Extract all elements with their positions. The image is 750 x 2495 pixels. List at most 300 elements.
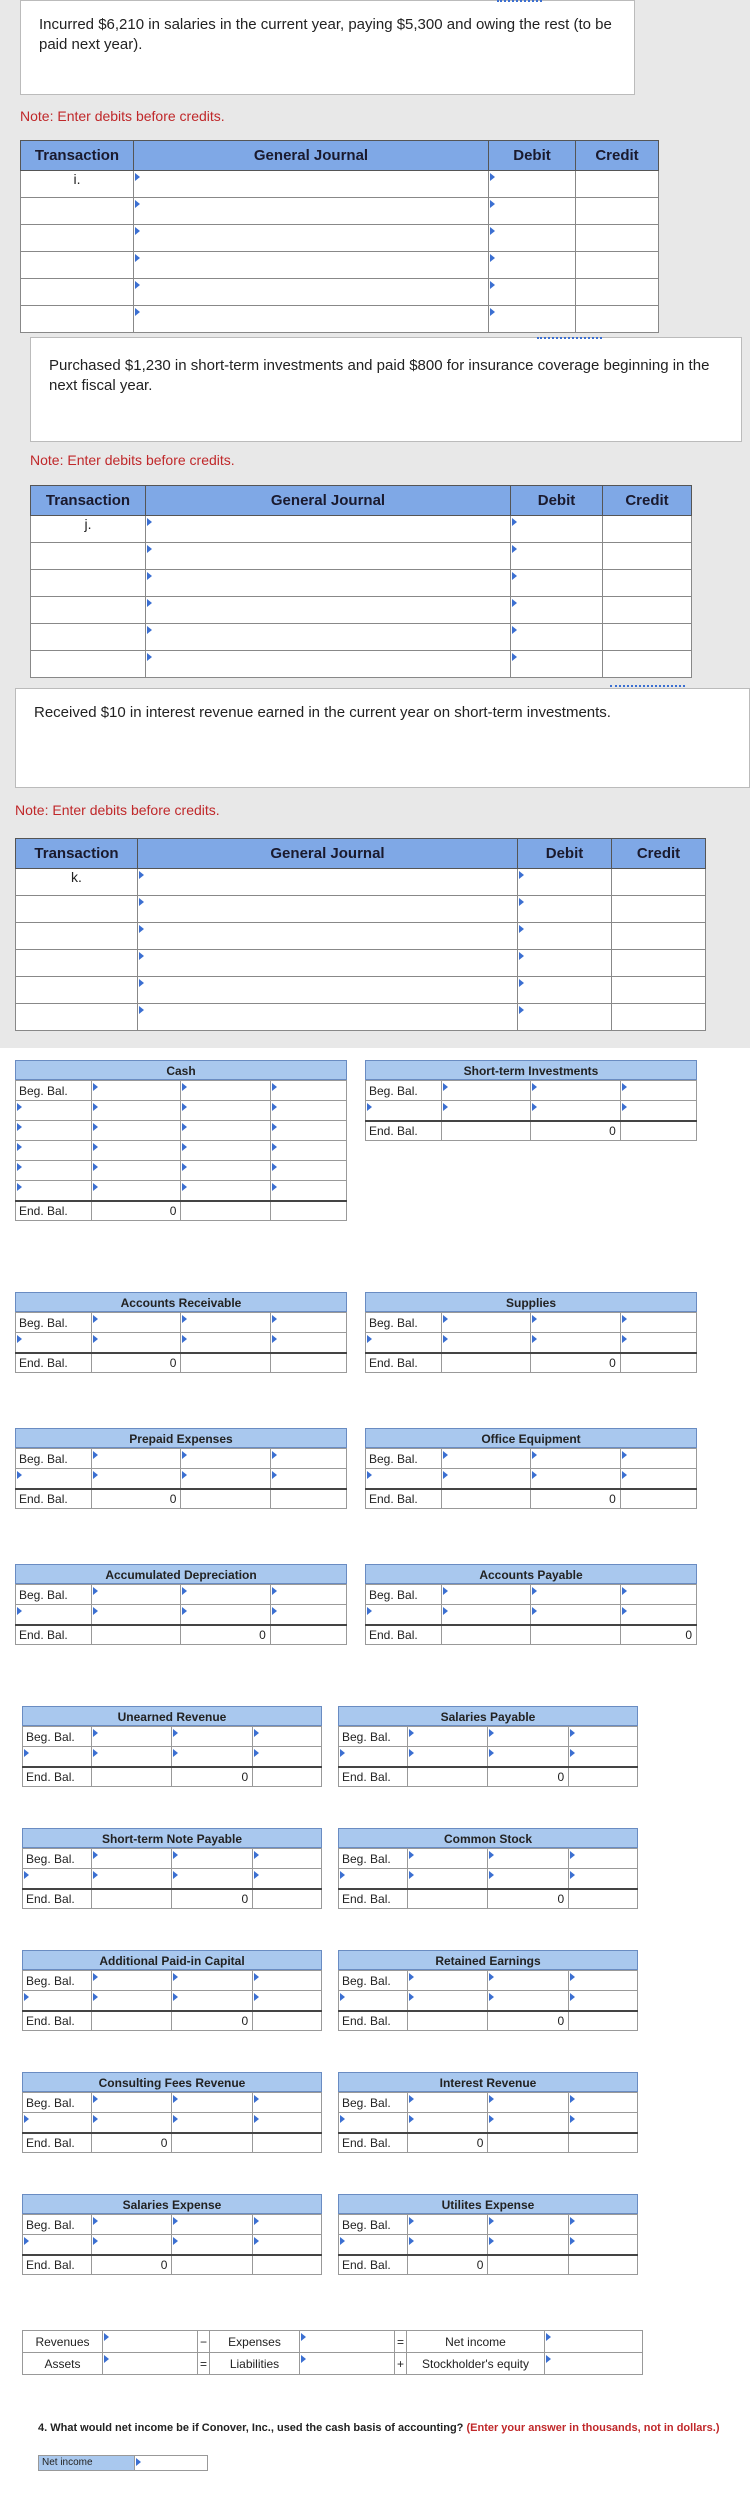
beg-debit-input[interactable]	[407, 1971, 488, 1991]
credit-entry-input[interactable]	[253, 1747, 322, 1767]
note-k: Note: Enter debits before credits.	[15, 802, 220, 818]
debit-entry-input[interactable]	[92, 1605, 181, 1625]
note-i: Note: Enter debits before credits.	[20, 108, 225, 124]
end-bal-value: 0	[488, 1889, 569, 1909]
beg-credit-ref[interactable]	[253, 1971, 322, 1991]
description-text: Incurred $6,210 in salaries in the current year, paying $5,300 and owing the rest (to be paid next year).	[39, 16, 612, 53]
debit-entry-input[interactable]	[339, 1747, 408, 1767]
debit-entry-input[interactable]	[23, 1991, 92, 2011]
credit-entry-input[interactable]	[569, 1991, 638, 2011]
credit-entry-input[interactable]	[531, 1101, 620, 1121]
end-bal-cell	[407, 2011, 488, 2031]
beg-bal-label: Beg. Bal.	[366, 1081, 442, 1101]
debit-entry-input[interactable]	[407, 1747, 488, 1767]
end-bal-label: End. Bal.	[23, 1767, 92, 1787]
debit-entry-input[interactable]	[23, 1869, 92, 1889]
beg-credit-input[interactable]	[172, 1727, 253, 1747]
t-account-prepaid-expenses	[15, 1428, 347, 1509]
net-income-input[interactable]	[545, 2331, 643, 2353]
beg-credit-ref[interactable]	[569, 1971, 638, 1991]
question-4	[38, 2422, 738, 2434]
beg-bal-label: Beg. Bal.	[23, 1971, 92, 1991]
stockholders-equity-input[interactable]	[545, 2353, 643, 2375]
beg-credit-input[interactable]	[531, 1449, 620, 1469]
account-select[interactable]	[138, 950, 518, 977]
credit-entry-input[interactable]	[172, 2113, 253, 2133]
account-select[interactable]	[134, 252, 489, 279]
equals-operator: =	[198, 2353, 210, 2375]
credit-entry-input[interactable]	[620, 1605, 696, 1625]
credit-entry-input[interactable]	[488, 1869, 569, 1889]
beg-debit-input[interactable]	[407, 2093, 488, 2113]
end-bal-label: End. Bal.	[23, 2133, 92, 2153]
liabilities-input[interactable]	[300, 2353, 395, 2375]
beg-debit-input[interactable]	[442, 1585, 531, 1605]
account-select[interactable]	[138, 923, 518, 950]
account-select[interactable]	[138, 896, 518, 923]
beg-credit-ref[interactable]	[620, 1449, 696, 1469]
t-account-cash	[15, 1060, 347, 1221]
credit-input[interactable]	[612, 923, 706, 950]
question-4-text: 4. What would net income be if Conover, Inc., used the cash basis of accounting?	[38, 2422, 464, 2434]
header-debit: Debit	[511, 486, 603, 516]
debit-entry-input[interactable]	[23, 2235, 92, 2255]
credit-entry-input[interactable]	[181, 1161, 270, 1181]
credit-input[interactable]	[612, 896, 706, 923]
end-bal-value: 0	[488, 2011, 569, 2031]
end-bal-cell	[172, 2133, 253, 2153]
beg-credit-ref[interactable]	[253, 2215, 322, 2235]
end-bal-cell	[91, 2011, 172, 2031]
credit-input[interactable]	[576, 198, 659, 225]
transaction-cell	[31, 624, 146, 651]
credit-entry-input[interactable]	[181, 1141, 270, 1161]
revenues-input[interactable]	[103, 2331, 198, 2353]
credit-entry-input[interactable]	[181, 1121, 270, 1141]
beg-credit-ref[interactable]	[620, 1585, 696, 1605]
question-4-hint: (Enter your answer in thousands, not in dollars.)	[466, 2422, 720, 2434]
credit-entry-input[interactable]	[531, 1333, 620, 1353]
header-general-journal: General Journal	[146, 486, 511, 516]
transaction-cell	[21, 198, 134, 225]
beg-credit-input[interactable]	[488, 1727, 569, 1747]
end-bal-cell	[442, 1489, 531, 1509]
debit-entry-input[interactable]	[23, 1747, 92, 1767]
beg-debit-input[interactable]	[92, 1585, 181, 1605]
debit-entry-input[interactable]	[16, 1161, 92, 1181]
debit-input[interactable]	[511, 570, 603, 597]
transaction-cell	[16, 1004, 138, 1031]
beg-bal-label: Beg. Bal.	[339, 2215, 408, 2235]
transaction-cell	[16, 923, 138, 950]
header-debit: Debit	[489, 141, 576, 171]
beg-credit-ref[interactable]	[253, 1727, 322, 1747]
credit-entry-input[interactable]	[569, 2113, 638, 2133]
beg-bal-label: Beg. Bal.	[339, 2093, 408, 2113]
net-income-cash-basis	[38, 2455, 208, 2471]
debit-entry-input[interactable]	[442, 1469, 531, 1489]
beg-bal-label: Beg. Bal.	[16, 1585, 92, 1605]
debit-entry-input[interactable]	[442, 1101, 531, 1121]
t-account-office-equipment	[365, 1428, 697, 1509]
debit-entry-input[interactable]	[407, 2235, 488, 2255]
beg-credit-input[interactable]	[531, 1081, 620, 1101]
debit-input[interactable]	[518, 869, 612, 896]
credit-entry-input[interactable]	[488, 2235, 569, 2255]
beg-debit-input[interactable]	[442, 1081, 531, 1101]
beg-credit-input[interactable]	[181, 1313, 270, 1333]
debit-input[interactable]	[489, 279, 576, 306]
liabilities-label: Liabilities	[210, 2353, 300, 2375]
credit-entry-input[interactable]	[270, 1181, 346, 1201]
beg-bal-label: Beg. Bal.	[366, 1313, 442, 1333]
credit-input[interactable]	[612, 977, 706, 1004]
debit-entry-input[interactable]	[16, 1469, 92, 1489]
net-income-cash-basis-input[interactable]	[134, 2456, 207, 2470]
account-select[interactable]	[146, 597, 511, 624]
t-account-title: Additional Paid-in Capital	[22, 1950, 322, 1970]
credit-entry-input[interactable]	[488, 2113, 569, 2133]
account-select[interactable]	[134, 279, 489, 306]
beg-debit-input[interactable]	[442, 1313, 531, 1333]
credit-entry-input[interactable]	[181, 1469, 270, 1489]
debit-entry-input[interactable]	[366, 1469, 442, 1489]
debit-entry-input[interactable]	[407, 2113, 488, 2133]
beg-debit-input[interactable]	[91, 1727, 172, 1747]
t-account-title: Short-term Note Payable	[22, 1828, 322, 1848]
debit-input[interactable]	[511, 543, 603, 570]
beg-credit-ref[interactable]	[253, 2093, 322, 2113]
beg-debit-input[interactable]	[91, 2215, 172, 2235]
end-bal-cell	[569, 2133, 638, 2153]
beg-credit-input[interactable]	[488, 1971, 569, 1991]
credit-entry-input[interactable]	[569, 1747, 638, 1767]
debit-input[interactable]	[489, 252, 576, 279]
beg-debit-input[interactable]	[407, 1849, 488, 1869]
debit-input[interactable]	[518, 1004, 612, 1031]
credit-input[interactable]	[576, 279, 659, 306]
transaction-cell	[31, 651, 146, 678]
end-bal-value: 0	[407, 2255, 488, 2275]
end-bal-label: End. Bal.	[23, 2255, 92, 2275]
credit-entry-input[interactable]	[270, 1101, 346, 1121]
debit-input[interactable]	[518, 950, 612, 977]
credit-input[interactable]	[612, 1004, 706, 1031]
debit-entry-input[interactable]	[339, 1869, 408, 1889]
debit-entry-input[interactable]	[442, 1605, 531, 1625]
end-bal-cell	[569, 2011, 638, 2031]
debit-input[interactable]	[489, 225, 576, 252]
assets-input[interactable]	[103, 2353, 198, 2375]
credit-entry-input[interactable]	[270, 1161, 346, 1181]
t-account-title: Utilites Expense	[338, 2194, 638, 2214]
debit-entry-input[interactable]	[91, 1747, 172, 1767]
beg-debit-input[interactable]	[407, 1727, 488, 1747]
end-bal-cell	[442, 1625, 531, 1645]
end-bal-label: End. Bal.	[16, 1625, 92, 1645]
t-account-title: Office Equipment	[365, 1428, 697, 1448]
t-account-title: Retained Earnings	[338, 1950, 638, 1970]
credit-entry-input[interactable]	[531, 1605, 620, 1625]
assets-label: Assets	[23, 2353, 103, 2375]
credit-input[interactable]	[603, 570, 692, 597]
end-bal-value: 0	[91, 2255, 172, 2275]
credit-input[interactable]	[612, 869, 706, 896]
debit-entry-input[interactable]	[92, 1181, 181, 1201]
credit-input[interactable]	[603, 543, 692, 570]
end-bal-cell	[442, 1121, 531, 1141]
transaction-label: j.	[31, 516, 146, 543]
account-select[interactable]	[134, 306, 489, 333]
debit-entry-input[interactable]	[91, 1991, 172, 2011]
end-bal-value: 0	[91, 2133, 172, 2153]
end-bal-cell	[569, 1767, 638, 1787]
end-bal-cell	[181, 1489, 270, 1509]
beg-credit-input[interactable]	[172, 2093, 253, 2113]
journal-table-j	[30, 485, 692, 678]
transaction-label: k.	[16, 869, 138, 896]
debit-entry-input[interactable]	[366, 1605, 442, 1625]
credit-entry-input[interactable]	[181, 1181, 270, 1201]
end-bal-label: End. Bal.	[16, 1353, 92, 1373]
beg-credit-input[interactable]	[531, 1585, 620, 1605]
t-account-additional-paid-in-capital	[22, 1950, 322, 2031]
debit-entry-input[interactable]	[23, 2113, 92, 2133]
account-select[interactable]	[146, 543, 511, 570]
beg-debit-input[interactable]	[92, 1313, 181, 1333]
end-bal-cell	[270, 1353, 346, 1373]
beg-credit-input[interactable]	[488, 2215, 569, 2235]
debit-input[interactable]	[518, 923, 612, 950]
debit-input[interactable]	[511, 597, 603, 624]
credit-input[interactable]	[603, 516, 692, 543]
credit-entry-input[interactable]	[172, 1747, 253, 1767]
credit-entry-input[interactable]	[620, 1469, 696, 1489]
t-account-title: Salaries Expense	[22, 2194, 322, 2214]
beg-bal-label: Beg. Bal.	[23, 1727, 92, 1747]
end-bal-cell	[181, 1353, 270, 1373]
debit-entry-input[interactable]	[91, 2235, 172, 2255]
credit-entry-input[interactable]	[181, 1101, 270, 1121]
debit-entry-input[interactable]	[16, 1181, 92, 1201]
beg-credit-input[interactable]	[181, 1585, 270, 1605]
beg-credit-input[interactable]	[181, 1449, 270, 1469]
credit-entry-input[interactable]	[172, 2235, 253, 2255]
debit-input[interactable]	[489, 306, 576, 333]
credit-entry-input[interactable]	[531, 1469, 620, 1489]
end-bal-cell	[270, 1625, 346, 1645]
credit-entry-input[interactable]	[270, 1605, 346, 1625]
debit-entry-input[interactable]	[92, 1333, 181, 1353]
end-bal-value: 0	[172, 1889, 253, 1909]
credit-entry-input[interactable]	[253, 2113, 322, 2133]
credit-entry-input[interactable]	[270, 1469, 346, 1489]
account-select[interactable]	[146, 624, 511, 651]
beg-credit-input[interactable]	[181, 1081, 270, 1101]
end-bal-cell	[172, 2255, 253, 2275]
debit-input[interactable]	[489, 198, 576, 225]
beg-debit-input[interactable]	[442, 1449, 531, 1469]
credit-input[interactable]	[576, 225, 659, 252]
beg-credit-ref[interactable]	[569, 2093, 638, 2113]
beg-credit-ref[interactable]	[270, 1449, 346, 1469]
header-credit: Credit	[576, 141, 659, 171]
beg-debit-input[interactable]	[91, 2093, 172, 2113]
beg-credit-ref[interactable]	[253, 1849, 322, 1869]
beg-debit-input[interactable]	[407, 2215, 488, 2235]
end-bal-value: 0	[531, 1489, 620, 1509]
end-bal-label: End. Bal.	[366, 1625, 442, 1645]
debit-entry-input[interactable]	[366, 1101, 442, 1121]
debit-entry-input[interactable]	[16, 1333, 92, 1353]
credit-entry-input[interactable]	[270, 1333, 346, 1353]
end-bal-cell	[407, 1767, 488, 1787]
end-bal-cell	[569, 1889, 638, 1909]
header-credit: Credit	[603, 486, 692, 516]
stockholders-equity-label: Stockholder's equity	[407, 2353, 545, 2375]
beg-credit-ref[interactable]	[569, 1727, 638, 1747]
debit-entry-input[interactable]	[16, 1121, 92, 1141]
end-bal-value: 0	[407, 2133, 488, 2153]
credit-entry-input[interactable]	[569, 1869, 638, 1889]
account-select[interactable]	[138, 1004, 518, 1031]
credit-entry-input[interactable]	[270, 1141, 346, 1161]
transaction-cell	[31, 570, 146, 597]
credit-entry-input[interactable]	[488, 1747, 569, 1767]
transaction-cell	[31, 543, 146, 570]
debit-entry-input[interactable]	[92, 1469, 181, 1489]
credit-input[interactable]	[603, 624, 692, 651]
end-bal-label: End. Bal.	[16, 1201, 92, 1221]
account-select[interactable]	[146, 570, 511, 597]
credit-entry-input[interactable]	[181, 1605, 270, 1625]
beg-credit-ref[interactable]	[270, 1313, 346, 1333]
credit-input[interactable]	[603, 597, 692, 624]
credit-entry-input[interactable]	[253, 1869, 322, 1889]
header-transaction: Transaction	[21, 141, 134, 171]
beg-credit-input[interactable]	[531, 1313, 620, 1333]
beg-debit-input[interactable]	[91, 1971, 172, 1991]
credit-input[interactable]	[576, 171, 659, 198]
end-bal-label: End. Bal.	[339, 1889, 408, 1909]
credit-entry-input[interactable]	[620, 1333, 696, 1353]
beg-credit-ref[interactable]	[620, 1313, 696, 1333]
debit-entry-input[interactable]	[366, 1333, 442, 1353]
beg-debit-input[interactable]	[91, 1849, 172, 1869]
debit-entry-input[interactable]	[339, 1991, 408, 2011]
debit-input[interactable]	[511, 651, 603, 678]
beg-credit-input[interactable]	[172, 2215, 253, 2235]
debit-entry-input[interactable]	[407, 1991, 488, 2011]
account-select[interactable]	[138, 869, 518, 896]
header-transaction: Transaction	[16, 839, 138, 869]
credit-entry-input[interactable]	[253, 1991, 322, 2011]
beg-bal-label: Beg. Bal.	[23, 1849, 92, 1869]
end-bal-cell	[620, 1353, 696, 1373]
account-select[interactable]	[134, 171, 489, 198]
beg-credit-ref[interactable]	[569, 1849, 638, 1869]
debit-entry-input[interactable]	[92, 1101, 181, 1121]
beg-credit-ref[interactable]	[569, 2215, 638, 2235]
credit-input[interactable]	[603, 651, 692, 678]
account-select[interactable]	[134, 225, 489, 252]
debit-entry-input[interactable]	[339, 2235, 408, 2255]
debit-entry-input[interactable]	[91, 2113, 172, 2133]
credit-entry-input[interactable]	[488, 1991, 569, 2011]
account-select[interactable]	[146, 651, 511, 678]
end-bal-cell	[407, 1889, 488, 1909]
debit-input[interactable]	[518, 896, 612, 923]
beg-debit-input[interactable]	[92, 1081, 181, 1101]
account-select[interactable]	[138, 977, 518, 1004]
credit-entry-input[interactable]	[172, 1869, 253, 1889]
net-income-cash-basis-label: Net income	[39, 2456, 134, 2470]
credit-entry-input[interactable]	[270, 1121, 346, 1141]
debit-entry-input[interactable]	[91, 1869, 172, 1889]
beg-credit-input[interactable]	[488, 1849, 569, 1869]
credit-entry-input[interactable]	[181, 1333, 270, 1353]
beg-credit-input[interactable]	[172, 1849, 253, 1869]
t-account-title: Cash	[15, 1060, 347, 1080]
end-bal-label: End. Bal.	[339, 2255, 408, 2275]
debit-entry-input[interactable]	[339, 2113, 408, 2133]
debit-entry-input[interactable]	[442, 1333, 531, 1353]
t-account-title: Supplies	[365, 1292, 697, 1312]
debit-entry-input[interactable]	[92, 1121, 181, 1141]
beg-credit-input[interactable]	[488, 2093, 569, 2113]
debit-entry-input[interactable]	[16, 1141, 92, 1161]
beg-debit-input[interactable]	[92, 1449, 181, 1469]
beg-credit-ref[interactable]	[620, 1081, 696, 1101]
credit-entry-input[interactable]	[172, 1991, 253, 2011]
beg-credit-ref[interactable]	[270, 1585, 346, 1605]
credit-input[interactable]	[576, 306, 659, 333]
t-account-salaries-payable	[338, 1706, 638, 1787]
debit-input[interactable]	[518, 977, 612, 1004]
debit-entry-input[interactable]	[407, 1869, 488, 1889]
debit-input[interactable]	[511, 624, 603, 651]
debit-entry-input[interactable]	[16, 1605, 92, 1625]
t-account-title: Salaries Payable	[338, 1706, 638, 1726]
t-account-common-stock	[338, 1828, 638, 1909]
debit-entry-input[interactable]	[16, 1101, 92, 1121]
credit-entry-input[interactable]	[569, 2235, 638, 2255]
end-bal-cell	[91, 1767, 172, 1787]
credit-input[interactable]	[576, 252, 659, 279]
credit-entry-input[interactable]	[620, 1101, 696, 1121]
plus-operator: +	[395, 2353, 407, 2375]
debit-input[interactable]	[511, 516, 603, 543]
transaction-cell	[21, 306, 134, 333]
beg-credit-ref[interactable]	[270, 1081, 346, 1101]
credit-input[interactable]	[612, 950, 706, 977]
beg-credit-input[interactable]	[172, 1971, 253, 1991]
debit-entry-input[interactable]	[92, 1161, 181, 1181]
account-select[interactable]	[134, 198, 489, 225]
expenses-input[interactable]	[300, 2331, 395, 2353]
description-text: Received $10 in interest revenue earned in the current year on short-term investments.	[34, 704, 611, 721]
credit-entry-input[interactable]	[253, 2235, 322, 2255]
end-bal-cell	[253, 2133, 322, 2153]
end-bal-cell	[270, 1489, 346, 1509]
beg-bal-label: Beg. Bal.	[16, 1449, 92, 1469]
debit-input[interactable]	[489, 171, 576, 198]
debit-entry-input[interactable]	[92, 1141, 181, 1161]
header-transaction: Transaction	[31, 486, 146, 516]
account-select[interactable]	[146, 516, 511, 543]
end-bal-value: 0	[488, 1767, 569, 1787]
end-bal-cell	[270, 1201, 346, 1221]
